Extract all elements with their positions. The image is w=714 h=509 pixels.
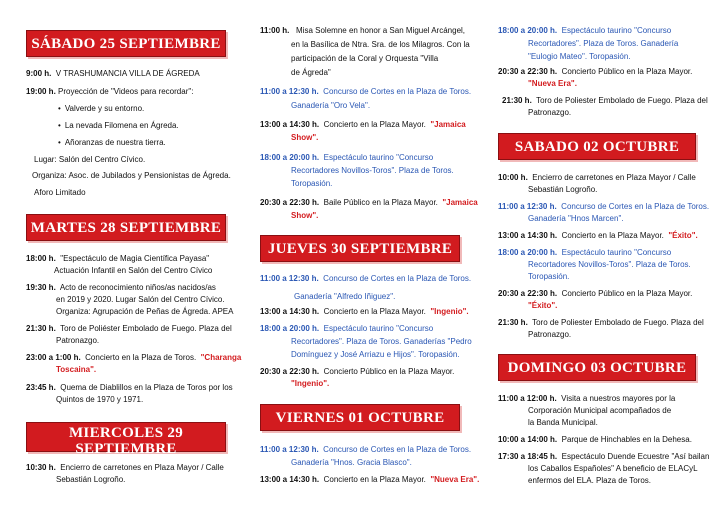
- event-time: 13:00 a 14:30 h.: [260, 307, 320, 316]
- event-text: Espectáculo taurino "Concurso: [561, 248, 672, 257]
- event-time: 11:00 a 12:30 h.: [260, 274, 319, 283]
- band-name: "Nueva Era".: [430, 475, 480, 484]
- event-cortes: [260, 444, 471, 455]
- event-text: Espectáculo taurino "Concurso: [323, 324, 434, 333]
- event-text: Recortadores". Plaza de Toros. Ganadería: [528, 39, 679, 48]
- event-text: enfermos del ELA. Plaza de Toros.: [528, 476, 652, 485]
- header-title: MIERCOLES 29 SEPTIEMBRE: [68, 425, 184, 457]
- event-concierto-publico: [260, 366, 454, 377]
- event-text: Acto de reconocimiento niños/as nacidos/as: [59, 283, 216, 292]
- event-time: 9:00 h.: [26, 69, 52, 78]
- event-text: Toro de Poliester Embolado de Fuego. Plaza del: [536, 96, 708, 105]
- event-time: 10:30 h.: [26, 463, 56, 472]
- event-text: "Eulogio Mateo". Toropasión.: [528, 52, 631, 61]
- event-text: Baile Público en la Plaza Mayor.: [323, 198, 438, 207]
- event-time: 20:30 a 22:30 h.: [260, 367, 320, 376]
- event-text: Toro de Poliester Embolado de Fuego. Plaza del: [532, 318, 704, 327]
- header-title: JUEVES 30 SEPTIEMBRE: [267, 241, 453, 257]
- event-time: 19:00 h.: [26, 87, 56, 96]
- event-toro: [498, 317, 704, 328]
- place-text: Lugar: Salón del Centro Cívico.: [34, 155, 146, 164]
- event-time: 18:00 a 20:00 h.: [260, 324, 320, 333]
- event-concierto-publico: [498, 288, 692, 299]
- event-text: Recortadores Novillos-Toros". Plaza de Toros.: [291, 166, 454, 175]
- event-text: Toropasión.: [291, 179, 333, 188]
- event-time: 11:00 h.: [260, 26, 290, 35]
- event-time: 20:30 a 22:30 h.: [260, 198, 320, 207]
- event-text: los Caballos Españoles" A beneficio de ELACyL: [528, 464, 698, 473]
- event-text: la Banda Municipal.: [528, 418, 598, 427]
- event-text: Actuación Infantil en Salón del Centro Cívico: [54, 266, 213, 275]
- band-name: "Éxito".: [528, 301, 558, 310]
- header-title: MARTES 28 SEPTIEMBRE: [30, 220, 222, 236]
- event-time: 13:00 a 14:30 h.: [260, 475, 320, 484]
- header-sabado-25: [26, 30, 226, 57]
- event-text: Patronazgo.: [528, 108, 572, 117]
- event-text: Concurso de Cortes en la Plaza de Toros.: [323, 87, 472, 96]
- event-text: Ganadería "Hnos. Gracia Blasco".: [291, 458, 412, 467]
- event-concierto-nueva-era: [260, 474, 479, 485]
- event-time: 11:00 a 12:30 h.: [498, 202, 557, 211]
- event-time: 17:30 a 18:45 h.: [498, 452, 558, 461]
- event-text: Encierro de carretones en Plaza Mayor / Calle: [60, 463, 224, 472]
- band-name: "Jamaica: [442, 198, 478, 207]
- event-trashumancia: [26, 68, 200, 79]
- event-concierto-exito: [498, 230, 698, 241]
- event-time: 11:00 a 12:00 h.: [498, 394, 557, 403]
- event-text: Concierto Público en la Plaza Mayor.: [561, 67, 693, 76]
- event-espectaculo: [498, 247, 671, 258]
- event-time: 20:30 a 22:30 h.: [498, 289, 558, 298]
- event-text: participación de la Coral y Orquesta "Villa: [291, 54, 439, 63]
- header-title: VIERNES 01 OCTUBRE: [275, 410, 445, 426]
- event-ecuestre: [498, 451, 709, 462]
- event-time: 21:30 h.: [26, 324, 56, 333]
- event-cortes: [260, 86, 471, 97]
- event-encierro: [498, 172, 696, 183]
- header-jueves-30: [260, 235, 460, 262]
- event-espectaculo: [498, 25, 671, 36]
- band-name: Show".: [291, 211, 319, 220]
- event-text: Encierro de carretones en Plaza Mayor / Calle: [532, 173, 696, 182]
- event-concierto: [26, 352, 241, 363]
- band-name: Toscaina".: [56, 365, 97, 374]
- event-text: Misa Solemne en honor a San Miguel Arcángel,: [296, 26, 466, 35]
- event-text: Visita a nuestros mayores por la: [561, 394, 676, 403]
- band-name: "Ingenio".: [291, 379, 330, 388]
- event-text: en 2019 y 2020. Lugar Salón del Centro Cívico.: [56, 295, 225, 304]
- event-cortes: [498, 201, 709, 212]
- header-title: SABADO 02 OCTUBRE: [514, 139, 680, 155]
- header-title: DOMINGO 03 OCTUBRE: [507, 360, 687, 376]
- event-time: 20:30 a 22:30 h.: [498, 67, 558, 76]
- event-text: Quintos de 1970 y 1971.: [56, 395, 144, 404]
- event-text: Concurso de Cortes en la Plaza de Toros.: [323, 445, 472, 454]
- event-text: Quema de Diablillos en la Plaza de Toros por los: [60, 383, 233, 392]
- band-name: "Éxito".: [668, 231, 698, 240]
- event-concierto-publico: [498, 66, 692, 77]
- event-text: Espectáculo taurino "Concurso: [561, 26, 672, 35]
- event-espectaculo: [260, 323, 433, 334]
- header-title: SÁBADO 25 SEPTIEMBRE: [31, 36, 221, 52]
- event-cortes: [260, 273, 471, 284]
- event-text: Ganadería "Alfredo Iñiguez".: [294, 292, 396, 301]
- bullet-item: • Añoranzas de nuestra tierra.: [58, 137, 166, 148]
- event-text: Espectáculo taurino "Concurso: [323, 153, 434, 162]
- event-text: Concierto en la Plaza Mayor.: [323, 475, 426, 484]
- event-text: en la Basílica de Ntra. Sra. de los Milagros. Con la: [291, 40, 470, 49]
- event-espectaculo: [260, 152, 433, 163]
- band-name: Show".: [291, 133, 319, 142]
- header-miercoles-29: [26, 422, 226, 465]
- event-concierto-ingenio: [260, 306, 469, 317]
- band-name: "Ingenio".: [430, 307, 469, 316]
- event-proyeccion: [26, 86, 193, 97]
- event-text: Sebastián Logroño.: [528, 185, 598, 194]
- event-time: 23:45 h.: [26, 383, 56, 392]
- header-martes-28: [26, 214, 226, 241]
- event-misa: [260, 25, 465, 36]
- event-text: de Ágreda": [291, 68, 331, 77]
- event-encierro: [26, 462, 224, 473]
- event-magia: [26, 253, 209, 264]
- event-time: 11:00 a 12:30 h.: [260, 87, 319, 96]
- event-time: 13:00 a 14:30 h.: [498, 231, 558, 240]
- event-time: 23:00 a 1:00 h.: [26, 353, 81, 362]
- event-text: Concurso de Cortes en la Plaza de Toros.: [323, 274, 472, 283]
- event-time: 18:00 a 20:00 h.: [498, 26, 558, 35]
- header-viernes-01: [260, 404, 460, 431]
- event-text: Organiza: Agrupación de Peñas de Ágreda. APEA: [56, 307, 234, 316]
- event-time: 18:00 a 20:00 h.: [498, 248, 558, 257]
- event-time: 18:00 h.: [26, 254, 56, 263]
- event-text: Proyección de "Videos para recordar":: [58, 87, 194, 96]
- event-time: 21:30 h.: [498, 318, 528, 327]
- event-time: 19:30 h.: [26, 283, 56, 292]
- capacity-text: Aforo Limitado: [34, 188, 86, 197]
- event-concierto-jamaica: [260, 119, 466, 130]
- event-text: Recortadores". Plaza de Toros. Ganaderías "Pedro: [291, 337, 472, 346]
- event-text: Toropasión.: [528, 272, 570, 281]
- event-text: Domínguez y José Arriazu e Hijos". Toropasión.: [291, 350, 460, 359]
- event-text: Concierto Público en la Plaza Mayor.: [561, 289, 693, 298]
- event-toro: [26, 323, 232, 334]
- event-text: Concierto en la Plaza Mayor.: [561, 231, 664, 240]
- header-domingo-03: [498, 354, 696, 381]
- event-text: Concurso de Cortes en la Plaza de Toros.: [561, 202, 710, 211]
- event-text: Patronazgo.: [56, 336, 100, 345]
- event-text: V TRASHUMANCIA VILLA DE ÁGREDA: [55, 69, 200, 78]
- event-text: Concierto en la Plaza Mayor.: [323, 120, 426, 129]
- event-text: Ganadería "Oro Vela".: [291, 101, 371, 110]
- organizer-text: Organiza: Asoc. de Jubilados y Pensionistas de Ágreda.: [32, 171, 231, 180]
- bullet-item: • Valverde y su entorno.: [58, 103, 144, 114]
- event-text: Concierto en la Plaza Mayor.: [323, 307, 426, 316]
- event-visita: [498, 393, 675, 404]
- event-text: Concierto en la Plaza de Toros.: [85, 353, 197, 362]
- event-time: 18:00 a 20:00 h.: [260, 153, 320, 162]
- event-text: Ganadería "Hnos Marcen".: [528, 214, 624, 223]
- event-time: 10:00 a 14:00 h.: [498, 435, 558, 444]
- event-text: Concierto Público en la Plaza Mayor.: [323, 367, 455, 376]
- event-text: Patronazgo.: [528, 330, 572, 339]
- event-text: Corporación Municipal acompañados de: [528, 406, 672, 415]
- band-name: "Nueva Era".: [528, 79, 577, 88]
- event-text: Espectáculo Duende Ecuestre "Así bailan: [561, 452, 710, 461]
- event-text: Parque de Hinchables en la Dehesa.: [561, 435, 692, 444]
- header-subtitle: FESTIVIDAD DE SAN MIGUEL ARCÁNGEL: [36, 456, 216, 465]
- event-time: 21:30 h.: [502, 96, 532, 105]
- event-text: Recortadores Novillos-Toros". Plaza de Toros.: [528, 260, 691, 269]
- band-name: "Jamaica: [430, 120, 466, 129]
- event-baile: [260, 197, 478, 208]
- event-text: Toro de Poliéster Embolado de Fuego. Plaza del: [60, 324, 232, 333]
- event-time: 13:00 a 14:30 h.: [260, 120, 320, 129]
- event-text: Sebastián Logroño.: [56, 475, 126, 484]
- header-sabado-02: [498, 133, 696, 160]
- event-time: 11:00 a 12:30 h.: [260, 445, 319, 454]
- event-time: 10:00 h.: [498, 173, 528, 182]
- event-toro: [502, 95, 708, 106]
- event-quema: [26, 382, 233, 393]
- bullet-item: • La nevada Filomena en Ágreda.: [58, 120, 179, 131]
- band-name: "Charanga: [200, 353, 242, 362]
- event-reconocimiento: [26, 282, 216, 293]
- event-text: "Espectáculo de Magia Científica Payasa": [60, 254, 210, 263]
- event-hinchables: [498, 434, 692, 445]
